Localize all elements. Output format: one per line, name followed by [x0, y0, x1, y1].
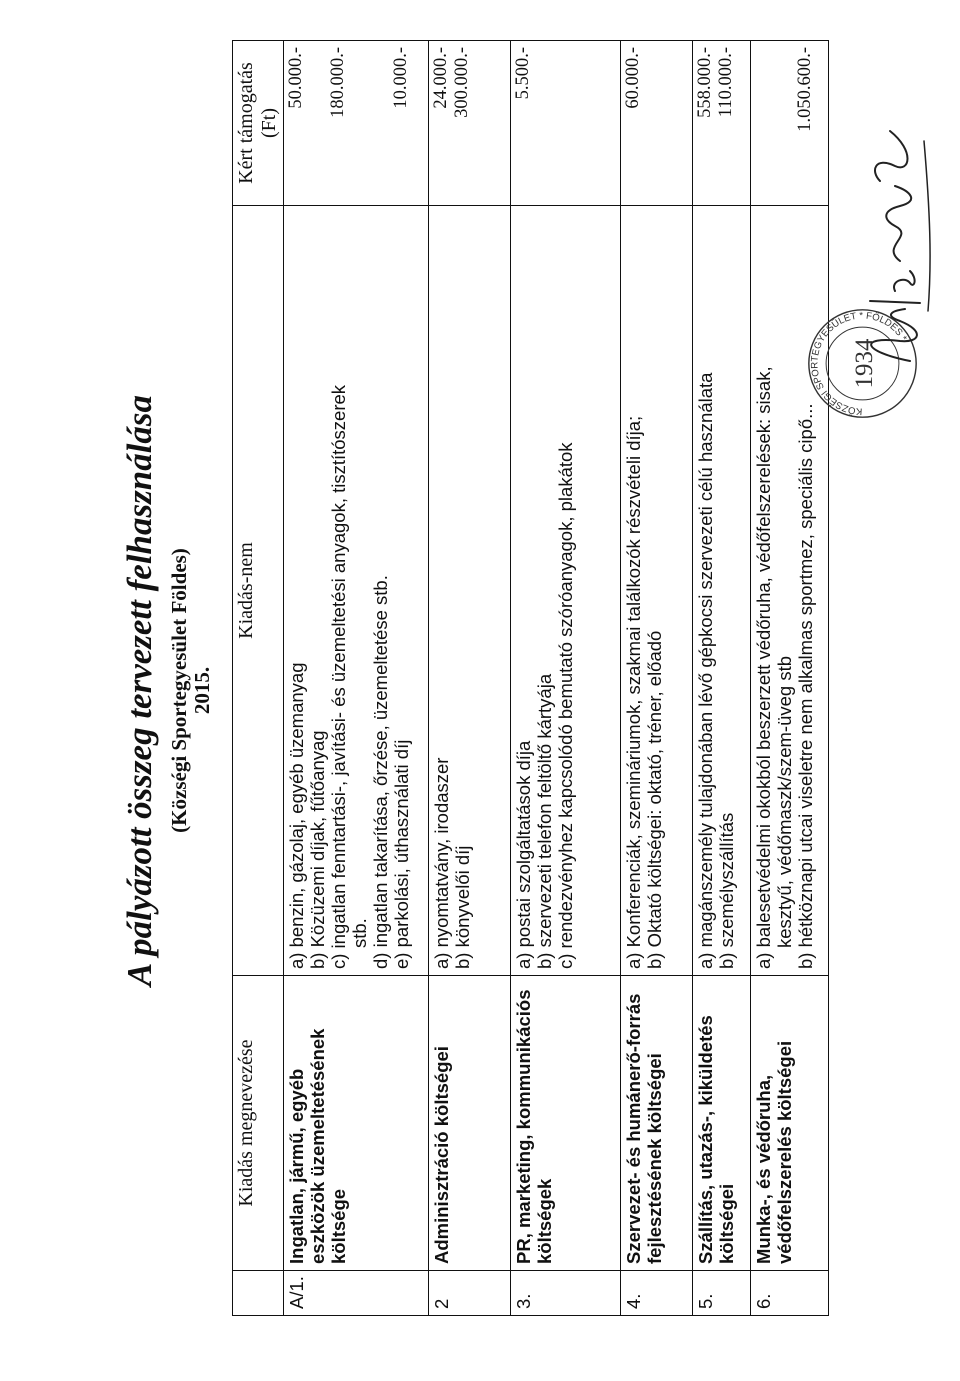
table-row [284, 41, 429, 1316]
amount-value: 10.000.- [391, 47, 411, 109]
item-line: kesztyű, védőmaszk/szem-üveg stb [774, 656, 795, 948]
item-line: b) hétköznapi utcai viseletre nem alkalmas sportmez, speciális cipő... [795, 403, 816, 969]
signature [840, 111, 950, 371]
row-number: 5. [693, 1271, 751, 1316]
row-amounts [429, 41, 511, 206]
amount-value [644, 47, 665, 199]
document-year: 2015. [190, 666, 214, 715]
item-line: c) rendezvényhez kapcsolódó bemutató szóróanyagok, plakátok [555, 442, 576, 969]
amount-value: 5.500.- [513, 47, 533, 100]
amount-value [307, 47, 328, 199]
amount-value: 24.000.- [431, 47, 451, 109]
amount-value [534, 47, 555, 199]
item-line: b) Közüzemi díjak, fűtőanyag [307, 730, 328, 969]
document-subtitle: (Községi Sportegyesület Földes) [167, 548, 191, 833]
budget-table [232, 40, 829, 1316]
table-row [751, 41, 829, 1316]
row-items [511, 206, 621, 976]
row-name: PR, marketing, kommunikációs költségek [511, 976, 621, 1271]
item-line: d) ingatlan takarítása, őrzése, üzemeltetése stb. [370, 575, 391, 969]
amount-value [753, 47, 774, 199]
amount-value: 1.050.600.- [795, 47, 815, 132]
row-name: Szállítás, utazás-, kiküldetés költségei [693, 976, 751, 1271]
row-number: 6. [751, 1271, 829, 1316]
row-amounts [284, 41, 429, 206]
item-line: a) benzin, gázolaj, egyéb üzemanyag [286, 662, 307, 969]
amount-value: 110.000.- [716, 47, 736, 118]
amount-value: 300.000.- [452, 47, 472, 118]
table-row [511, 41, 621, 1316]
table-row [429, 41, 511, 1316]
stamp-outer-text: KÖZSÉGI SPORTEGYESÜLET * FÖLDES * [809, 310, 909, 417]
row-amounts [693, 41, 751, 206]
amount-value [555, 47, 576, 199]
table-row [693, 41, 751, 1316]
row-number: 2 [429, 1271, 511, 1316]
stamp-center-text: 1934 [851, 338, 879, 389]
header-amount: Kért támogatás (Ft) [233, 41, 284, 206]
row-amounts [511, 41, 621, 206]
item-line: c) ingatlan fenntartási-, javítási- és üzemeltetési anyagok, tisztítószerek [328, 384, 349, 969]
amount-value [774, 47, 795, 199]
row-number: 4. [621, 1271, 693, 1316]
item-line: b) könyvelői díj [452, 845, 473, 969]
header-items: Kiadás-nem [233, 206, 284, 976]
item-line: a) magánszemély tulajdonában lévő gépkocsi szervezeti célú használata [695, 372, 716, 969]
row-number: A/1. [284, 1271, 429, 1316]
row-name: Ingatlan, jármű, egyéb eszközök üzemeltetésének költsége [284, 976, 429, 1271]
item-line: a) nyomtatvány, irodaszer [431, 757, 452, 969]
row-number: 3. [511, 1271, 621, 1316]
document-title: A pályázott összeg tervezett felhasználása [120, 394, 159, 987]
item-line: b) Oktató költségei: oktató, tréner, előadó [644, 630, 665, 969]
row-amounts [621, 41, 693, 206]
amount-value: 60.000.- [623, 47, 643, 109]
item-line: a) Konferenciák, szemináriumok, szakmai találkozók részvételi díja; [623, 415, 644, 969]
row-items [693, 206, 751, 976]
item-line: stb. [349, 918, 370, 948]
table-header-row [233, 41, 284, 1316]
row-items [284, 206, 429, 976]
row-name: Adminisztráció költségei [429, 976, 511, 1271]
amount-value: 180.000.- [328, 47, 348, 118]
amount-value: 50.000.- [286, 47, 306, 109]
amount-value [370, 47, 391, 199]
header-name: Kiadás megnevezése [233, 976, 284, 1271]
row-name: Munka-, és védőruha, védőfelszerelés költségei [751, 976, 829, 1271]
item-line: a) postai szolgáltatások díja [513, 740, 534, 969]
amount-value [349, 47, 370, 199]
item-line: b) személyszállítás [716, 812, 737, 969]
item-line: b) szervezeti telefon feltöltő kártyája [534, 673, 555, 969]
item-line: e) parkolási, úthasználati díj [391, 739, 412, 969]
row-items [429, 206, 511, 976]
row-amounts [751, 41, 829, 206]
item-line: a) balesetvédelmi okokból beszerzett védőruha, védőfelszerelések: sisak, [753, 366, 774, 969]
row-items [621, 206, 693, 976]
table-row [621, 41, 693, 1316]
header-num [233, 1271, 284, 1316]
row-name: Szervezet- és humánerő-forrás fejlesztésének költségei [621, 976, 693, 1271]
amount-value: 558.000.- [695, 47, 715, 118]
